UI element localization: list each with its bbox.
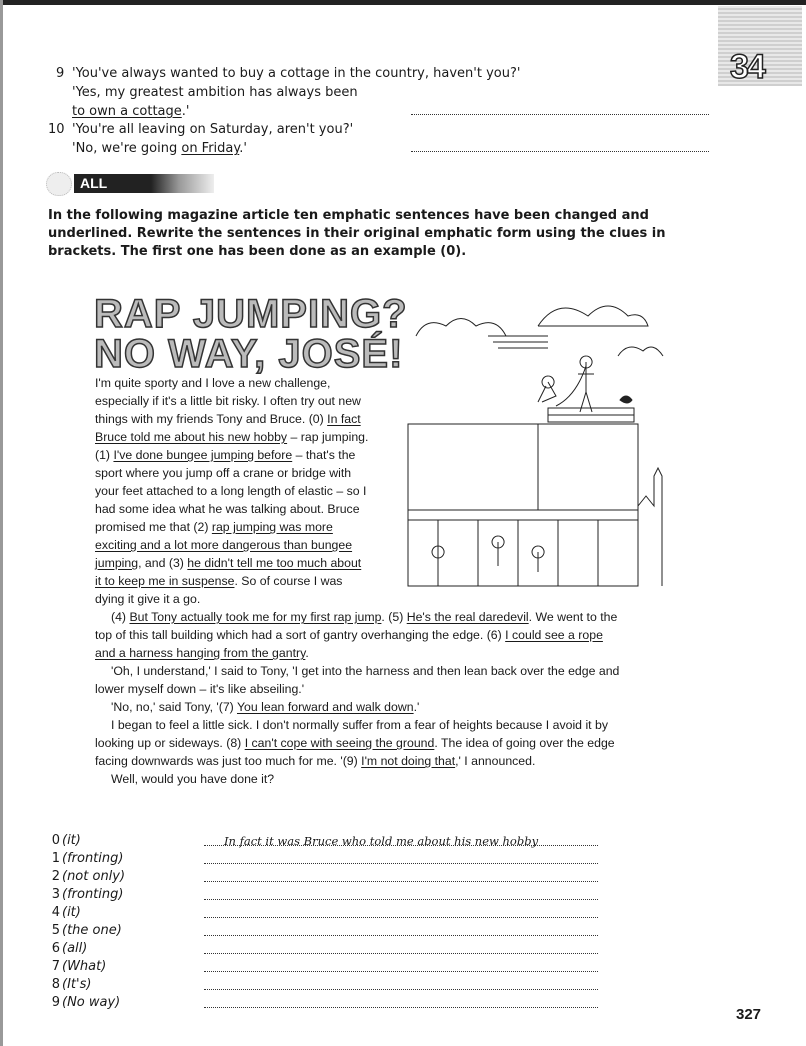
page-number: 327 [736,1006,762,1023]
text: ,' I announced. [455,754,536,768]
answer-line[interactable] [204,1007,598,1008]
article-line [95,626,675,644]
emphatic-8: I can't cope with seeing the ground [244,736,435,750]
emphatic-2: exciting and a lot more dangerous than bungee [95,538,353,552]
answer-text: In fact it was Bruce who told me about his new hobby [224,834,539,848]
answer-number: 7 [51,959,60,974]
unit-number: 34 [730,48,764,86]
text: (4) [111,610,130,624]
answer-line[interactable] [204,971,598,972]
item-line: 'Yes, my greatest ambition has always been [72,85,358,100]
text: .' [413,700,420,714]
bird [620,396,632,403]
article-line: I'm quite sporty and I love a new challenge, [95,376,331,390]
underlined-phrase: to own a cottage [72,104,182,119]
emphatic-0: In fact [327,412,361,426]
article-line [95,698,675,716]
item-line: 'You're all leaving on Saturday, aren't you?' [72,122,354,137]
item-end: .' [239,141,247,156]
answer-number: 3 [51,887,60,902]
answer-row-1 [46,850,566,868]
item-number: 9 [56,66,65,81]
answer-clue: (it) [62,833,81,848]
title-line-2: NO WAY, JOSÉ! [94,332,404,376]
item-text: 'No, we're going [72,141,182,156]
text: 'No, no,' said Tony, '(7) [111,700,237,714]
article-title [94,294,408,374]
text: . (5) [381,610,407,624]
person-standing [578,356,594,412]
answer-number: 5 [51,923,60,938]
emphatic-9: I'm not doing that [361,754,456,768]
text: . We went to the [528,610,618,624]
text: top of this tall building which had a sort of gantry overhanging the edge. (6) [95,628,506,642]
emphatic-2: rap jumping was more [211,520,333,534]
emphatic-0: Bruce told me about his new hobby [95,430,288,444]
text: things with my friends Tony and Bruce. (0) [95,412,328,426]
cloud-left [416,319,506,337]
building-top [408,424,638,510]
item-number: 10 [48,122,65,137]
article-line: your feet attached to a long length of elastic – so I [95,484,367,498]
cloud-far [618,347,663,356]
text: promised me that (2) [95,520,212,534]
article-line [95,554,395,572]
answer-row-7 [46,958,566,976]
answer-line[interactable] [204,935,598,936]
article-line [95,572,395,590]
left-edge [0,0,3,1046]
answer-clue: (not only) [62,869,126,884]
article-body [95,608,675,788]
article-line [95,608,675,626]
emphatic-1: I've done bungee jumping before [113,448,293,462]
person-kneeling [538,376,556,402]
article-line: dying it give it a go. [95,592,201,606]
answer-clue: (What) [62,959,107,974]
answer-clue: (it) [62,905,81,920]
emphatic-5: He's the real daredevil [406,610,529,624]
answer-line[interactable] [411,151,709,152]
rap-jumping-illustration [398,296,670,588]
item-line [72,139,247,158]
answer-number: 0 [51,833,60,848]
article-line: sport where you jump off a crane or bridge with [95,466,352,480]
item-line: 'You've always wanted to buy a cottage in the country, haven't you?' [72,66,521,81]
article-line: especially if it's a little bit risky. I often try out new [95,394,361,408]
answer-row-0 [46,832,566,850]
answer-clue: (It's) [62,977,92,992]
rope [556,366,586,406]
article-line [95,734,675,752]
answer-clue: (No way) [62,995,121,1010]
text: . So of course I was [234,574,343,588]
article-line [95,536,395,554]
text: – that's the [292,448,356,462]
article-line [95,428,395,446]
article-line [95,446,395,464]
article-line [95,410,395,428]
answer-clue: (the one) [62,923,122,938]
text: – rap jumping. [287,430,369,444]
text: . [305,646,309,660]
article-line: lower myself down – it's like abseiling.' [95,682,305,696]
answer-row-3 [46,886,566,904]
top-rule [0,0,806,5]
item-end: .' [181,104,190,119]
answer-line[interactable] [204,863,598,864]
answer-line[interactable] [204,917,598,918]
text: , and (3) [138,556,188,570]
emphatic-3: it to keep me in suspense [95,574,235,588]
article-line [95,644,675,662]
unit-tab [718,6,802,86]
answer-list [46,832,566,1012]
answer-row-4 [46,904,566,922]
section-marker [46,170,176,196]
answer-clue: (fronting) [62,851,124,866]
answer-number: 9 [51,995,60,1010]
answer-number: 6 [51,941,60,956]
emphatic-6: I could see a rope [505,628,603,642]
emphatic-7: You lean forward and walk down [236,700,414,714]
answer-line[interactable] [411,114,709,115]
answer-row-8 [46,976,566,994]
title-line-1: RAP JUMPING? [94,292,408,336]
text: looking up or sideways. (8) [95,736,245,750]
emphatic-6: and a harness hanging from the gantry [95,646,306,660]
city-skyline [638,468,662,586]
article-line: Well, would you have done it? [111,772,275,786]
answer-number: 1 [51,851,60,866]
article-column [95,374,395,608]
answer-line[interactable] [204,899,598,900]
article-line: 'Oh, I understand,' I said to Tony, 'I get into the harness and then lean back over the edge and [111,664,620,678]
emphatic-3: he didn't tell me too much about [187,556,362,570]
answer-line[interactable] [204,953,598,954]
answer-clue: (fronting) [62,887,124,902]
text: (1) [95,448,114,462]
article-line: I began to feel a little sick. I don't normally suffer from a fear of heights because I avoid it by [111,718,608,732]
answer-row-2 [46,868,566,886]
answer-number: 4 [51,905,60,920]
underlined-phrase: on Friday [181,141,240,156]
article-line: had some idea what he was talking about. Bruce [95,502,360,516]
article-line [95,518,395,536]
answer-row-6 [46,940,566,958]
section-number-ghost [46,172,72,196]
text: facing downwards was just too much for me. '(9) [95,754,362,768]
item-line [72,102,189,121]
answer-line[interactable] [204,989,598,990]
emphatic-4: But Tony actually took me for my first rap jump [129,610,382,624]
answer-row-9 [46,994,566,1012]
section-label [74,174,214,193]
answer-number: 2 [51,869,60,884]
answer-line[interactable] [204,881,598,882]
text: . The idea of going over the edge [434,736,615,750]
cloud-right [538,306,648,326]
emphatic-2: jumping [95,556,139,570]
answer-number: 8 [51,977,60,992]
answer-clue: (all) [62,941,88,956]
section-label-text: ALL [80,175,108,191]
article-line [95,752,675,770]
answer-row-5 [46,922,566,940]
instructions: In the following magazine article ten emphatic sentences have been changed and underlined. Rewrite the sentences in their original emphatic form using the clues in brackets. The first one has been done as an example (0). [48,208,666,259]
